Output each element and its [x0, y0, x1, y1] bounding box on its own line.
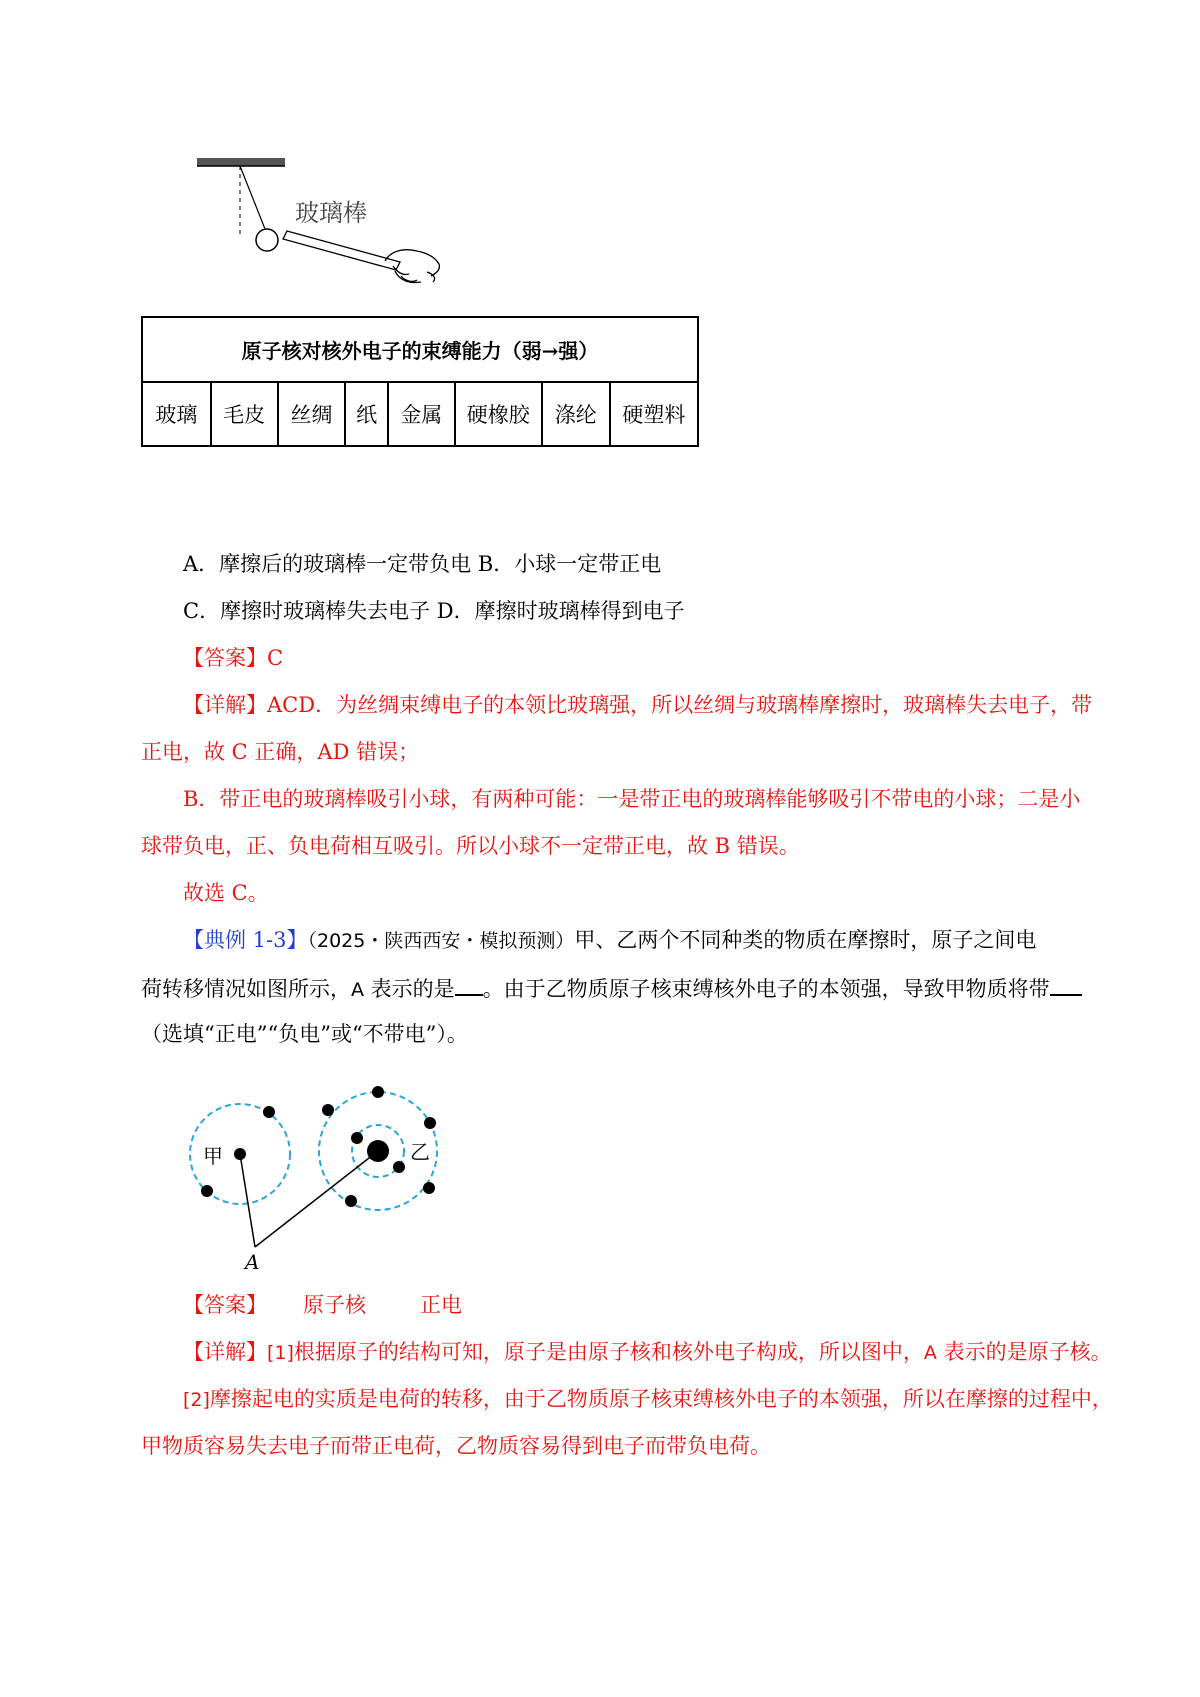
pointer-line — [240, 1154, 255, 1247]
detail-line-4: 球带负电，正、负电荷相互吸引。所以小球不一定带正电，故 B 错误。 — [141, 834, 800, 858]
pendulum-figure — [195, 158, 475, 303]
detail-text: 表示的是原子核。 — [936, 1340, 1112, 1364]
q2-stem-line-2 — [141, 972, 1082, 1005]
answer-tag: 【答案】 — [183, 1293, 267, 1317]
table-cell: 纸 — [345, 382, 387, 446]
answer-value: C — [267, 646, 284, 670]
label-yi: 乙 — [410, 1140, 430, 1164]
binding-ability-table — [141, 316, 699, 447]
question-source: （2025・陕西西安・模拟预测） — [307, 930, 575, 952]
table-cell: 丝绸 — [278, 382, 346, 446]
detail-text: ACD．为丝绸束缚电子的本领比玻璃强，所以丝绸与玻璃棒摩擦时，玻璃棒失去电子，带 — [267, 693, 1093, 717]
table-cell: 硬塑料 — [610, 382, 698, 446]
detail-number: [1] — [267, 1342, 294, 1364]
answer-tag: 【答案】 — [183, 646, 267, 670]
answer-blank-1 — [455, 972, 483, 996]
detail-var: A — [923, 1342, 937, 1364]
detail-line-2: 正电，故 C 正确，AD 错误； — [141, 740, 420, 764]
yi-electron — [424, 1117, 436, 1129]
atom-diagram — [185, 1075, 455, 1275]
detail-tag: 【详解】 — [183, 693, 267, 717]
detail-line-5: 故选 C。 — [183, 881, 269, 905]
pendulum-string — [240, 166, 265, 229]
answer-line — [183, 643, 283, 673]
yi-electron — [351, 1132, 363, 1144]
yi-electron — [423, 1182, 435, 1194]
answer-value-2: 正电 — [420, 1293, 462, 1317]
table-cell: 硬橡胶 — [455, 382, 542, 446]
jia-electron — [263, 1106, 275, 1118]
table-cell: 毛皮 — [211, 382, 278, 446]
options-line-2: C．摩擦时玻璃棒失去电子 D．摩擦时玻璃棒得到电子 — [183, 599, 685, 623]
label-jia: 甲 — [203, 1144, 223, 1168]
q2-stem-line-1 — [183, 925, 1036, 956]
label-a: A — [245, 1250, 260, 1274]
q2-detail-line-2 — [183, 1384, 1113, 1415]
pointer-line — [255, 1151, 378, 1247]
detail-number: [2] — [183, 1389, 210, 1411]
table-cell: 金属 — [388, 382, 455, 446]
stem-text: 表示的是 — [364, 977, 455, 1001]
table-row — [142, 382, 698, 446]
stem-var: A — [351, 979, 364, 1001]
table-cell: 涤纶 — [542, 382, 610, 446]
answer-value-1: 原子核 — [303, 1293, 366, 1317]
ceiling-hatch — [197, 158, 285, 166]
glass-rod — [283, 231, 400, 270]
detail-tag: 【详解】 — [183, 1340, 267, 1364]
hand-icon — [385, 250, 439, 283]
q2-detail-line-1 — [183, 1337, 1112, 1368]
yi-electron — [393, 1161, 405, 1173]
detail-text: 摩擦起电的实质是电荷的转移，由于乙物质原子核束缚核外电子的本领强，所以在摩擦的过程中， — [209, 1387, 1113, 1411]
small-ball — [256, 229, 278, 251]
stem-text: 甲、乙两个不同种类的物质在摩擦时，原子之间电 — [574, 928, 1037, 952]
table-header: 原子核对核外电子的束缚能力（弱→强） — [142, 317, 698, 382]
detail-line-3: B．带正电的玻璃棒吸引小球，有两种可能：一是带正电的玻璃棒能够吸引不带电的小球；二是小 — [183, 787, 1081, 811]
jia-electron — [201, 1185, 213, 1197]
example-tag: 【典例 1-3】 — [183, 928, 308, 952]
stem-text: 。由于乙物质原子核束缚核外电子的本领强，导致甲物质将带 — [482, 977, 1050, 1001]
rod-label: 玻璃棒 — [295, 199, 367, 227]
stem-text: 荷转移情况如图所示， — [141, 977, 351, 1001]
yi-electron — [372, 1086, 384, 1098]
q2-detail-line-3: 甲物质容易失去电子而带正电荷，乙物质容易得到电子而带负电荷。 — [141, 1434, 771, 1458]
table-cell: 玻璃 — [142, 382, 211, 446]
q2-answer-line — [183, 1290, 462, 1320]
options-line-1: A．摩擦后的玻璃棒一定带负电 B．小球一定带正电 — [183, 552, 662, 576]
detail-line-1 — [183, 690, 1092, 720]
yi-electron — [345, 1195, 357, 1207]
yi-electron — [322, 1104, 334, 1116]
answer-blank-2 — [1050, 972, 1082, 996]
detail-text: 根据原子的结构可知，原子是由原子核和核外电子构成，所以图中， — [293, 1340, 924, 1364]
q2-stem-line-3: （选填“正电”“负电”或“不带电”）。 — [141, 1022, 468, 1046]
